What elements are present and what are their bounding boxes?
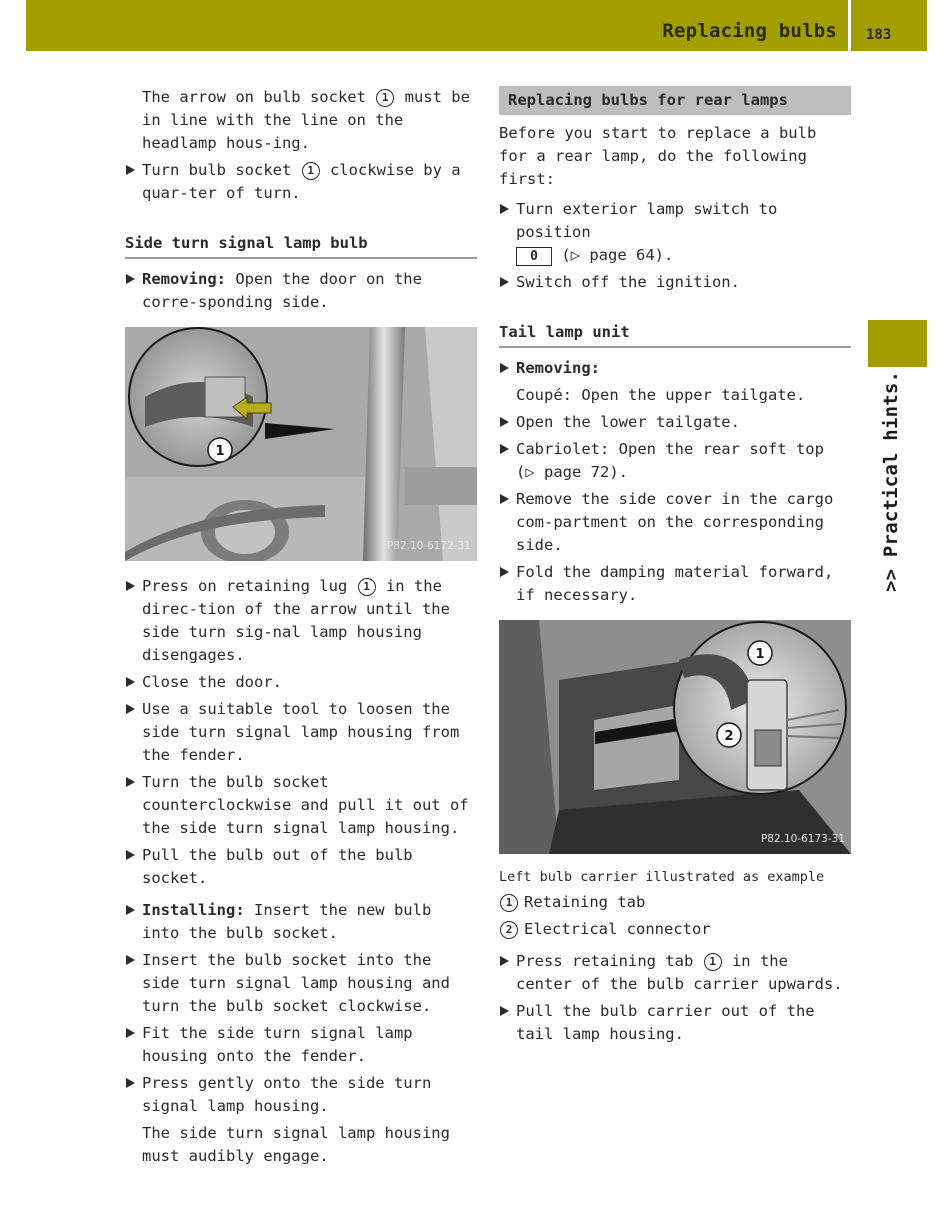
step-pull-bulb: Pull the bulb out of the bulb socket.	[125, 844, 477, 890]
legend-item-electrical-connector: 2 Electrical connector	[499, 918, 851, 941]
step-lamp-switch: Turn exterior lamp switch to position 0 (▷ page 64).	[499, 198, 851, 267]
callout-number: 1	[358, 578, 376, 596]
step-ignition-off: Switch off the ignition.	[499, 271, 851, 294]
step-installing: Installing: Insert the new bulb into the bulb socket.	[125, 899, 477, 945]
header-title: Replacing bulbs	[662, 20, 837, 42]
step-close-door: Close the door.	[125, 671, 477, 694]
engage-note: The side turn signal lamp housing must audibly engage.	[142, 1124, 450, 1165]
side-turn-signal-heading: Side turn signal lamp bulb	[125, 232, 477, 259]
figure-callout-1: 1	[755, 647, 765, 662]
callout-number: 1	[376, 89, 394, 107]
step-tail-removing: Removing:	[499, 357, 851, 380]
legend-item-retaining-tab: 1 Retaining tab	[499, 891, 851, 914]
step-open-lower-tailgate: Open the lower tailgate.	[499, 411, 851, 434]
figure-caption: Left bulb carrier illustrated as example	[499, 869, 825, 885]
figure-callout-2: 2	[724, 729, 734, 744]
switch-position-box: 0	[516, 247, 552, 266]
step-loosen-housing: Use a suitable tool to loosen the side turn signal lamp housing from the fender.	[125, 698, 477, 767]
step-press-retaining-tab: Press retaining tab 1 in the center of the bulb carrier upwards.	[499, 950, 851, 996]
left-column	[125, 86, 477, 1168]
coupe-note: Coupé: Open the upper tailgate.	[516, 386, 806, 404]
side-tab-label: >> Practical hints.	[880, 370, 902, 592]
page-header	[26, 0, 927, 51]
step-open-soft-top: Cabriolet: Open the rear soft top (▷ page 72).	[499, 438, 851, 484]
step-insert-socket: Insert the bulb socket into the side turn signal lamp housing and turn the bulb socket clockwise.	[125, 949, 477, 1018]
rear-lamps-section-title: Replacing bulbs for rear lamps	[499, 86, 851, 115]
step-removing: Removing: Open the door on the corre-sponding side.	[125, 268, 477, 314]
side-turn-signal-figure	[125, 327, 477, 561]
header-divider	[848, 0, 851, 51]
side-tab-marker	[868, 320, 927, 367]
right-column	[499, 86, 851, 1046]
tail-lamp-illustration	[499, 620, 851, 854]
step-fit-housing: Fit the side turn signal lamp housing onto the fender.	[125, 1022, 477, 1068]
tail-lamp-figure	[499, 620, 851, 854]
callout-number: 1	[302, 162, 320, 180]
step-turn-socket: Turn bulb socket 1 clockwise by a quar-ter of turn.	[125, 159, 477, 205]
page-number: 183	[866, 27, 892, 43]
step-fold-damping: Fold the damping material forward, if necessary.	[499, 561, 851, 607]
figure-callout-1: 1	[215, 444, 225, 459]
intro-paragraph: The arrow on bulb socket 1 must be in line with the line on the headlamp hous-ing.	[142, 88, 470, 152]
callout-number: 2	[500, 921, 518, 939]
callout-number: 1	[704, 953, 722, 971]
figure-code: P82.10-6172-31	[386, 540, 471, 552]
rear-lamps-intro: Before you start to replace a bulb for a rear lamp, do the following first:	[499, 124, 817, 188]
figure-code: P82.10-6173-31	[760, 833, 845, 845]
callout-number: 1	[500, 894, 518, 912]
step-press-lug: Press on retaining lug 1 in the direc-tion of the arrow until the side turn sig-nal lamp housing disengages.	[125, 575, 477, 667]
step-pull-bulb-carrier: Pull the bulb carrier out of the tail lamp housing.	[499, 1000, 851, 1046]
step-turn-counterclockwise: Turn the bulb socket counterclockwise and pull it out of the side turn signal lamp housing.	[125, 771, 477, 840]
tail-lamp-heading: Tail lamp unit	[499, 321, 851, 348]
step-remove-side-cover: Remove the side cover in the cargo com-partment on the corresponding side.	[499, 488, 851, 557]
step-press-housing: Press gently onto the side turn signal lamp housing.	[125, 1072, 477, 1118]
side-turn-signal-illustration	[125, 327, 477, 561]
